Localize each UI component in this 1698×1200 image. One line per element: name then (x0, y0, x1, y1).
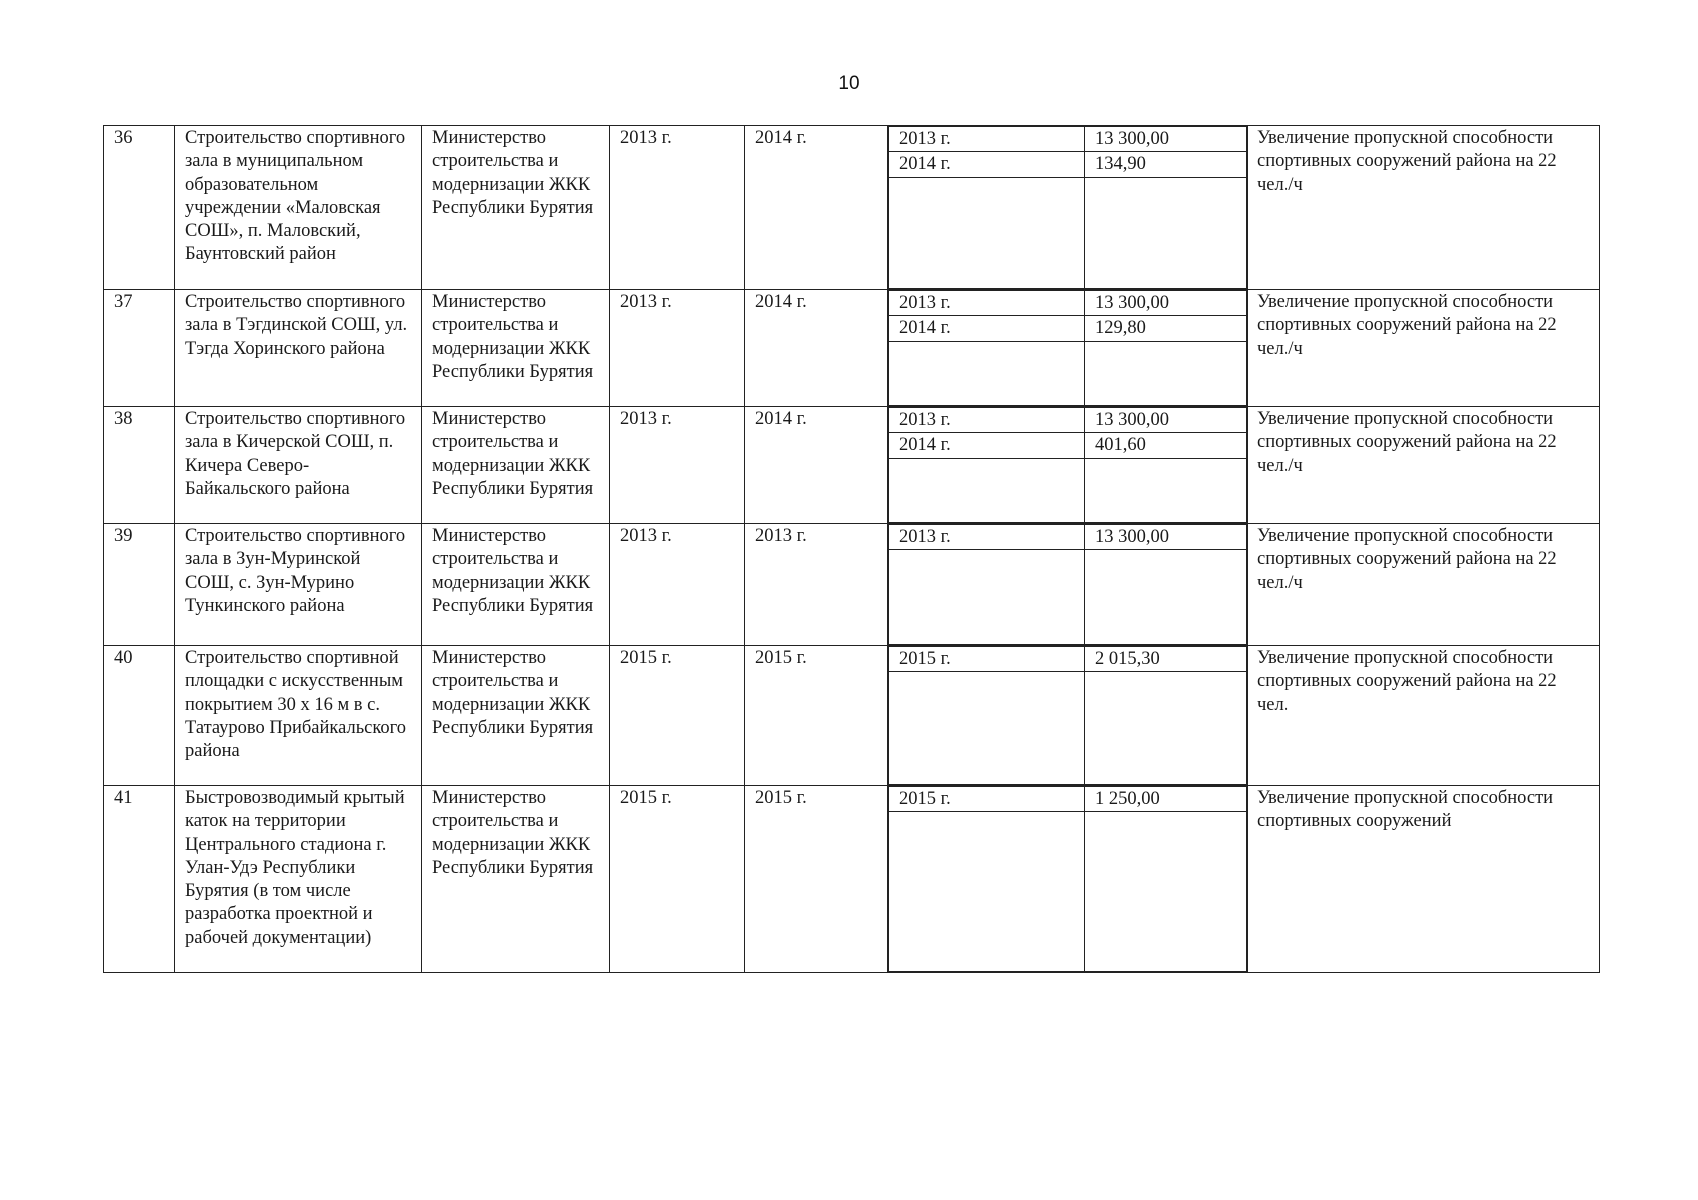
expected-result-cell: Увеличение пропускной способности спортивных сооружений района на 22 чел./ч (1247, 524, 1600, 646)
funding-subtable (888, 786, 1248, 972)
funding-year: 2013 г. (889, 408, 1085, 433)
funding-amount: 134,90 (1085, 152, 1248, 177)
expected-result-cell: Увеличение пропускной способности спортивных сооружений (1247, 786, 1600, 973)
end-year-cell: 2015 г. (745, 786, 888, 973)
funding-amount: 13 300,00 (1085, 408, 1248, 433)
funding-year: 2014 г. (889, 152, 1085, 177)
funding-row (889, 152, 1248, 177)
project-name-cell: Строительство спортивного зала в муниципальном образовательном учреждении «Маловская СОШ», п. Маловский, Баунтовский район (175, 126, 422, 290)
funding-year: 2014 г. (889, 433, 1085, 458)
table-body (104, 126, 1600, 973)
funding-subtable (888, 126, 1248, 289)
start-year-cell: 2013 г. (610, 407, 745, 524)
funding-amount: 401,60 (1085, 433, 1248, 458)
project-name-cell: Строительство спортивного зала в Зун-Муринской СОШ, с. Зун-Мурино Тункинского района (175, 524, 422, 646)
funding-amount: 13 300,00 (1085, 525, 1248, 550)
row-number-cell: 41 (104, 786, 175, 973)
funding-cell (888, 126, 1247, 290)
funding-year: 2015 г. (889, 787, 1085, 812)
funding-subtable (888, 646, 1248, 785)
start-year-cell: 2013 г. (610, 290, 745, 407)
expected-result-cell: Увеличение пропускной способности спортивных сооружений района на 22 чел. (1247, 646, 1600, 786)
funding-amount: 2 015,30 (1085, 647, 1248, 672)
end-year-cell: 2014 г. (745, 407, 888, 524)
end-year-cell: 2014 г. (745, 126, 888, 290)
funding-amount: 1 250,00 (1085, 787, 1248, 812)
expected-result-cell: Увеличение пропускной способности спортивных сооружений района на 22 чел./ч (1247, 407, 1600, 524)
funding-subtable (888, 407, 1248, 523)
funding-year: 2013 г. (889, 291, 1085, 316)
responsible-org-cell: Министерство строительства и модернизации ЖКК Республики Бурятия (422, 524, 610, 646)
page-number: 10 (838, 73, 860, 94)
table-row (104, 407, 1600, 524)
row-number-cell: 40 (104, 646, 175, 786)
row-number-cell: 36 (104, 126, 175, 290)
responsible-org-cell: Министерство строительства и модернизации ЖКК Республики Бурятия (422, 786, 610, 973)
row-number-cell: 39 (104, 524, 175, 646)
funding-row (889, 647, 1248, 672)
table-row (104, 646, 1600, 786)
start-year-cell: 2013 г. (610, 524, 745, 646)
end-year-cell: 2015 г. (745, 646, 888, 786)
start-year-cell: 2015 г. (610, 646, 745, 786)
funding-year: 2013 г. (889, 127, 1085, 152)
funding-cell (888, 646, 1247, 786)
funding-year: 2014 г. (889, 316, 1085, 341)
funding-year: 2013 г. (889, 525, 1085, 550)
funding-amount: 129,80 (1085, 316, 1248, 341)
project-name-cell: Строительство спортивной площадки с искусственным покрытием 30 х 16 м в с. Татаурово Прибайкальского района (175, 646, 422, 786)
table-row (104, 524, 1600, 646)
funding-cell (888, 786, 1247, 973)
responsible-org-cell: Министерство строительства и модернизации ЖКК Республики Бурятия (422, 290, 610, 407)
funding-row (889, 433, 1248, 458)
funding-row (889, 787, 1248, 812)
start-year-cell: 2015 г. (610, 786, 745, 973)
funding-row (889, 408, 1248, 433)
funding-year: 2015 г. (889, 647, 1085, 672)
funding-amount: 13 300,00 (1085, 291, 1248, 316)
responsible-org-cell: Министерство строительства и модернизации ЖКК Республики Бурятия (422, 646, 610, 786)
program-table (103, 125, 1600, 973)
funding-subtable (888, 290, 1248, 406)
expected-result-cell: Увеличение пропускной способности спортивных сооружений района на 22 чел./ч (1247, 126, 1600, 290)
table-row (104, 290, 1600, 407)
funding-row (889, 316, 1248, 341)
end-year-cell: 2014 г. (745, 290, 888, 407)
funding-row (889, 525, 1248, 550)
funding-amount: 13 300,00 (1085, 127, 1248, 152)
funding-cell (888, 290, 1247, 407)
row-number-cell: 38 (104, 407, 175, 524)
project-name-cell: Строительство спортивного зала в Тэгдинской СОШ, ул. Тэгда Хоринского района (175, 290, 422, 407)
row-number-cell: 37 (104, 290, 175, 407)
end-year-cell: 2013 г. (745, 524, 888, 646)
funding-cell (888, 524, 1247, 646)
responsible-org-cell: Министерство строительства и модернизации ЖКК Республики Бурятия (422, 407, 610, 524)
funding-row (889, 291, 1248, 316)
expected-result-cell: Увеличение пропускной способности спортивных сооружений района на 22 чел./ч (1247, 290, 1600, 407)
funding-cell (888, 407, 1247, 524)
project-name-cell: Быстровозводимый крытый каток на территории Центрального стадиона г. Улан-Удэ Республики Бурятия (в том числе разработка проектной и рабочей документации) (175, 786, 422, 973)
project-name-cell: Строительство спортивного зала в Кичерской СОШ, п. Кичера Северо-Байкальского района (175, 407, 422, 524)
funding-subtable (888, 524, 1248, 645)
start-year-cell: 2013 г. (610, 126, 745, 290)
funding-row (889, 127, 1248, 152)
table-row (104, 786, 1600, 973)
responsible-org-cell: Министерство строительства и модернизации ЖКК Республики Бурятия (422, 126, 610, 290)
table-row (104, 126, 1600, 290)
